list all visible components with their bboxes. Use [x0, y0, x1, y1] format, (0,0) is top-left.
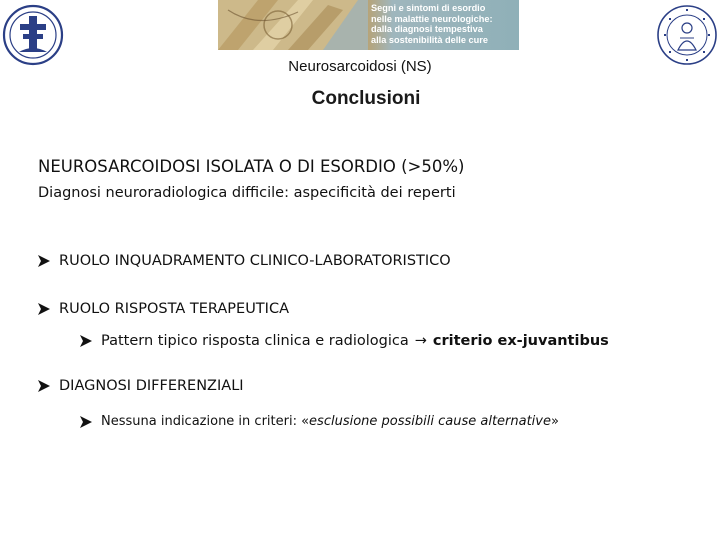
- university-crest-icon: [2, 4, 64, 66]
- arrow-bullet-icon: [79, 415, 93, 429]
- banner-line: alla sostenibilità delle cure: [371, 34, 488, 45]
- university-seal-icon: [656, 4, 718, 66]
- banner-line: Segni e sintomi di esordio: [371, 3, 486, 13]
- bullet-item: [37, 378, 244, 394]
- arrow-bullet-icon: [37, 302, 51, 316]
- bullet-text: RUOLO RISPOSTA TERAPEUTICA: [59, 301, 289, 317]
- bullet-italic-text: esclusione possibili cause alternative: [309, 414, 551, 429]
- section-description: Diagnosi neuroradiologica difficile: aspecificità dei reperti: [38, 185, 456, 201]
- bullet-item: [37, 301, 289, 317]
- bullet-text: Nessuna indicazione in criteri: «: [101, 414, 310, 429]
- banner-text: [371, 3, 517, 45]
- slide-subtitle: Neurosarcoidosi (NS): [288, 58, 432, 75]
- banner-line: dalla diagnosi tempestiva: [371, 24, 483, 35]
- arrow-bullet-icon: [79, 334, 93, 348]
- bullet-text: Pattern tipico risposta clinica e radiologica: [101, 333, 409, 349]
- arrow-bullet-icon: [37, 254, 51, 268]
- bullet-text-close: »: [551, 414, 559, 429]
- banner: [218, 0, 519, 50]
- banner-line: nelle malattie neurologiche:: [371, 13, 493, 24]
- right-arrow-icon: →: [414, 333, 427, 349]
- slide-title: Conclusioni: [311, 88, 421, 109]
- bullet-item: [37, 253, 451, 269]
- section-heading: NEUROSARCOIDOSI ISOLATA O DI ESORDIO (>50%): [38, 157, 465, 176]
- bullet-text: DIAGNOSI DIFFERENZIALI: [59, 378, 244, 394]
- bullet-emphasis: criterio ex-juvantibus: [432, 333, 609, 349]
- sub-bullet-item: [79, 333, 609, 349]
- arrow-bullet-icon: [37, 379, 51, 393]
- banner-artwork-icon: [218, 0, 368, 50]
- sub-bullet-item: [79, 414, 559, 429]
- bullet-text: RUOLO INQUADRAMENTO CLINICO-LABORATORISTICO: [59, 253, 451, 269]
